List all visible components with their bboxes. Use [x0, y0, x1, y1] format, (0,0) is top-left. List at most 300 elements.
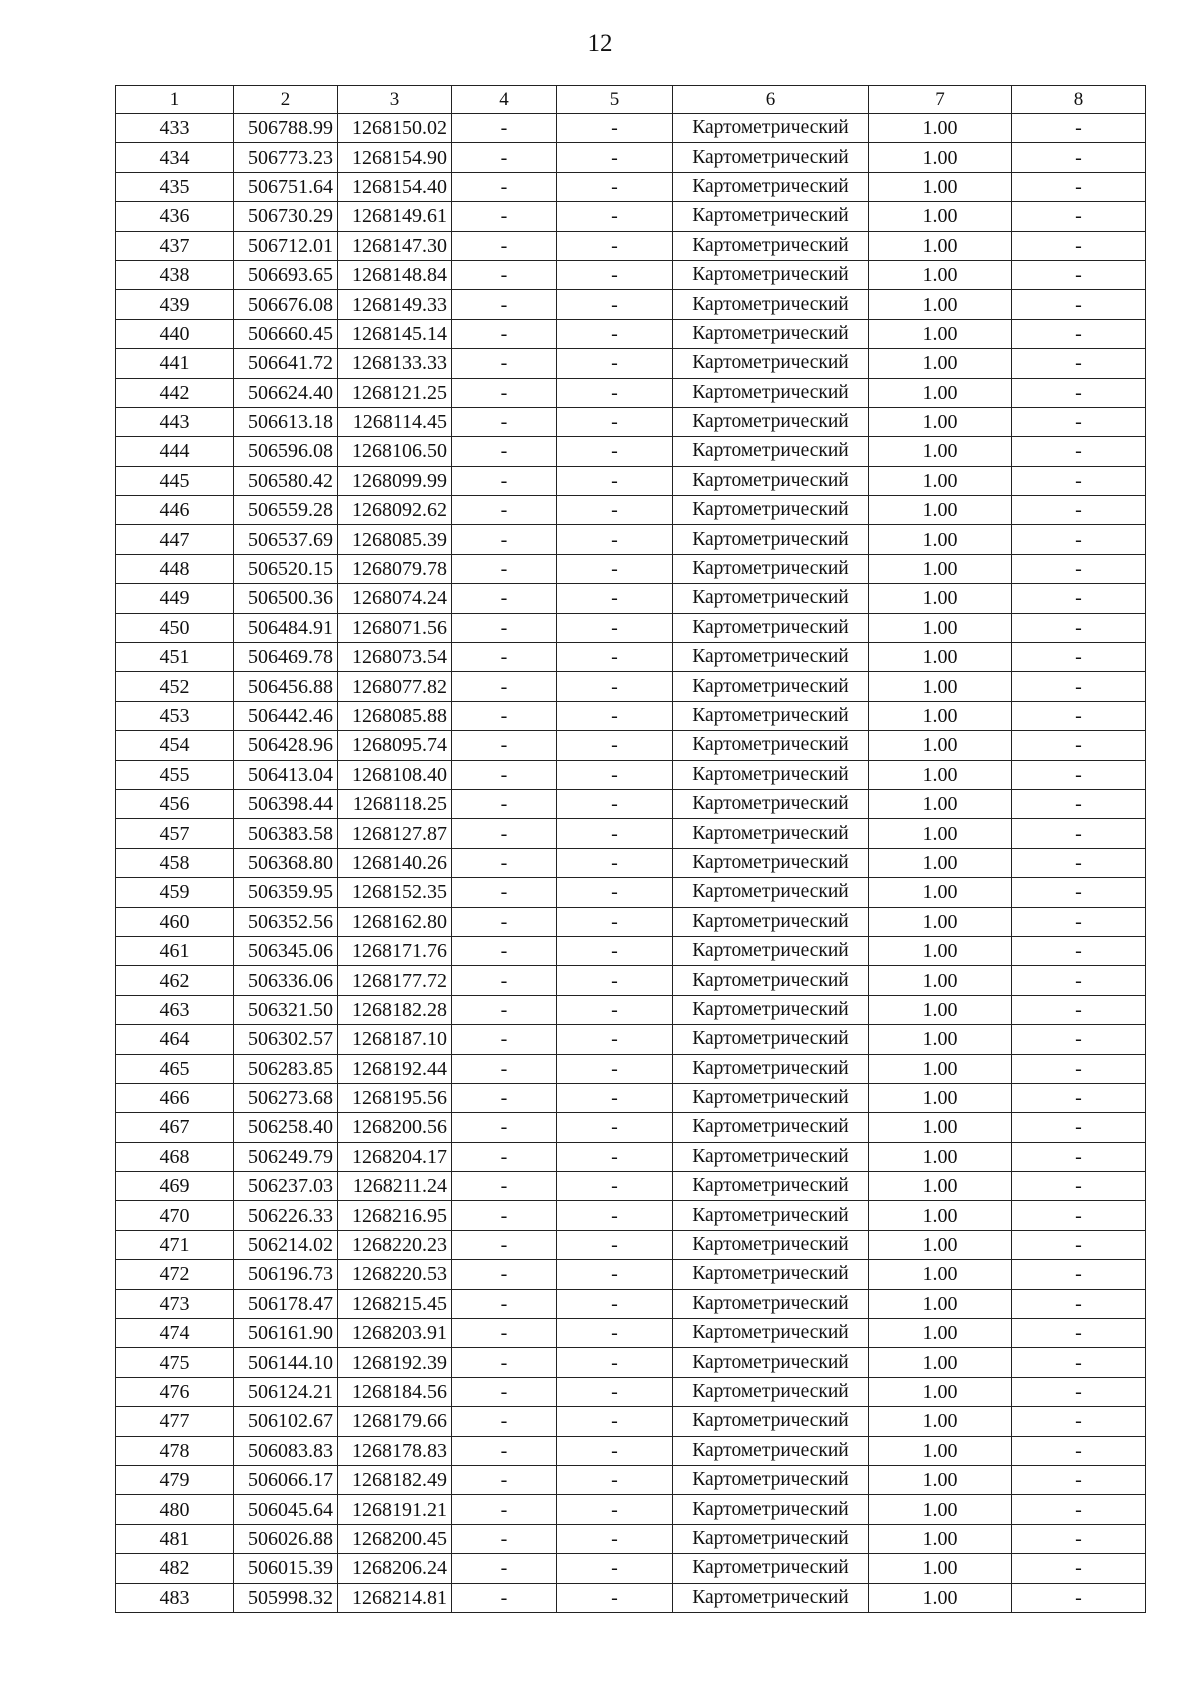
method-cell: Картометрический	[673, 1142, 869, 1171]
column-8-cell: -	[1012, 1054, 1146, 1083]
x-coordinate-cell: 506066.17	[234, 1465, 338, 1494]
point-number-cell: 443	[116, 407, 234, 436]
column-4-cell: -	[452, 1319, 557, 1348]
column-5-cell: -	[557, 760, 673, 789]
column-5-cell: -	[557, 643, 673, 672]
table-row	[116, 1054, 1146, 1083]
table-row	[116, 1348, 1146, 1377]
column-5-cell: -	[557, 349, 673, 378]
column-8-cell: -	[1012, 143, 1146, 172]
column-5-cell: -	[557, 554, 673, 583]
method-cell: Картометрический	[673, 936, 869, 965]
accuracy-cell: 1.00	[869, 1407, 1012, 1436]
column-4-cell: -	[452, 1201, 557, 1230]
point-number-cell: 451	[116, 643, 234, 672]
method-cell: Картометрический	[673, 1348, 869, 1377]
column-8-cell: -	[1012, 349, 1146, 378]
column-8-cell: -	[1012, 936, 1146, 965]
table-row	[116, 1319, 1146, 1348]
x-coordinate-cell: 506336.06	[234, 966, 338, 995]
column-4-cell: -	[452, 260, 557, 289]
method-cell: Картометрический	[673, 1495, 869, 1524]
column-8-cell: -	[1012, 613, 1146, 642]
table-row	[116, 878, 1146, 907]
column-8-cell: -	[1012, 1083, 1146, 1112]
y-coordinate-cell: 1268118.25	[338, 789, 452, 818]
point-number-cell: 471	[116, 1230, 234, 1259]
point-number-cell: 472	[116, 1260, 234, 1289]
y-coordinate-cell: 1268106.50	[338, 437, 452, 466]
column-8-cell: -	[1012, 319, 1146, 348]
point-number-cell: 434	[116, 143, 234, 172]
method-cell: Картометрический	[673, 437, 869, 466]
point-number-cell: 470	[116, 1201, 234, 1230]
x-coordinate-cell: 506124.21	[234, 1377, 338, 1406]
column-8-cell: -	[1012, 1554, 1146, 1583]
y-coordinate-cell: 1268215.45	[338, 1289, 452, 1318]
column-8-cell: -	[1012, 1524, 1146, 1553]
x-coordinate-cell: 506537.69	[234, 525, 338, 554]
accuracy-cell: 1.00	[869, 1260, 1012, 1289]
point-number-cell: 477	[116, 1407, 234, 1436]
column-4-cell: -	[452, 554, 557, 583]
y-coordinate-cell: 1268121.25	[338, 378, 452, 407]
accuracy-cell: 1.00	[869, 554, 1012, 583]
table-row	[116, 378, 1146, 407]
method-cell: Картометрический	[673, 172, 869, 201]
method-cell: Картометрический	[673, 1554, 869, 1583]
column-5-cell: -	[557, 1142, 673, 1171]
point-number-cell: 453	[116, 701, 234, 730]
column-5-cell: -	[557, 1583, 673, 1612]
method-cell: Картометрический	[673, 701, 869, 730]
accuracy-cell: 1.00	[869, 613, 1012, 642]
table-row	[116, 319, 1146, 348]
table-row	[116, 1083, 1146, 1112]
point-number-cell: 447	[116, 525, 234, 554]
y-coordinate-cell: 1268200.45	[338, 1524, 452, 1553]
column-4-cell: -	[452, 466, 557, 495]
column-5-cell: -	[557, 1260, 673, 1289]
table-row	[116, 143, 1146, 172]
point-number-cell: 466	[116, 1083, 234, 1112]
y-coordinate-cell: 1268114.45	[338, 407, 452, 436]
column-5-cell: -	[557, 1495, 673, 1524]
column-5-cell: -	[557, 114, 673, 143]
x-coordinate-cell: 506730.29	[234, 202, 338, 231]
table-row	[116, 1407, 1146, 1436]
x-coordinate-cell: 506383.58	[234, 819, 338, 848]
column-5-cell: -	[557, 1348, 673, 1377]
column-8-cell: -	[1012, 407, 1146, 436]
column-5-cell: -	[557, 848, 673, 877]
column-8-cell: -	[1012, 672, 1146, 701]
y-coordinate-cell: 1268145.14	[338, 319, 452, 348]
point-number-cell: 479	[116, 1465, 234, 1494]
column-4-cell: -	[452, 202, 557, 231]
x-coordinate-cell: 506398.44	[234, 789, 338, 818]
method-cell: Картометрический	[673, 760, 869, 789]
column-4-cell: -	[452, 231, 557, 260]
column-5-cell: -	[557, 701, 673, 730]
y-coordinate-cell: 1268127.87	[338, 819, 452, 848]
point-number-cell: 465	[116, 1054, 234, 1083]
column-5-cell: -	[557, 437, 673, 466]
table-row	[116, 231, 1146, 260]
column-4-cell: -	[452, 407, 557, 436]
method-cell: Картометрический	[673, 290, 869, 319]
table-row	[116, 202, 1146, 231]
column-8-cell: -	[1012, 643, 1146, 672]
column-5-cell: -	[557, 1524, 673, 1553]
column-5-cell: -	[557, 1407, 673, 1436]
column-5-cell: -	[557, 672, 673, 701]
column-8-cell: -	[1012, 1436, 1146, 1465]
method-cell: Картометрический	[673, 1407, 869, 1436]
accuracy-cell: 1.00	[869, 789, 1012, 818]
method-cell: Картометрический	[673, 1289, 869, 1318]
accuracy-cell: 1.00	[869, 760, 1012, 789]
x-coordinate-cell: 506237.03	[234, 1172, 338, 1201]
method-cell: Картометрический	[673, 1172, 869, 1201]
accuracy-cell: 1.00	[869, 260, 1012, 289]
point-number-cell: 441	[116, 349, 234, 378]
y-coordinate-cell: 1268077.82	[338, 672, 452, 701]
column-4-cell: -	[452, 1495, 557, 1524]
x-coordinate-cell: 506693.65	[234, 260, 338, 289]
method-cell: Картометрический	[673, 1083, 869, 1112]
column-8-cell: -	[1012, 378, 1146, 407]
column-4-cell: -	[452, 907, 557, 936]
accuracy-cell: 1.00	[869, 437, 1012, 466]
point-number-cell: 442	[116, 378, 234, 407]
method-cell: Картометрический	[673, 1230, 869, 1259]
accuracy-cell: 1.00	[869, 202, 1012, 231]
column-4-cell: -	[452, 1054, 557, 1083]
column-5-cell: -	[557, 1172, 673, 1201]
x-coordinate-cell: 506321.50	[234, 995, 338, 1024]
column-8-cell: -	[1012, 848, 1146, 877]
accuracy-cell: 1.00	[869, 966, 1012, 995]
method-cell: Картометрический	[673, 1377, 869, 1406]
method-cell: Картометрический	[673, 466, 869, 495]
column-4-cell: -	[452, 1377, 557, 1406]
table-row	[116, 1172, 1146, 1201]
column-4-cell: -	[452, 349, 557, 378]
accuracy-cell: 1.00	[869, 1113, 1012, 1142]
x-coordinate-cell: 506660.45	[234, 319, 338, 348]
y-coordinate-cell: 1268148.84	[338, 260, 452, 289]
accuracy-cell: 1.00	[869, 1230, 1012, 1259]
table-row	[116, 496, 1146, 525]
accuracy-cell: 1.00	[869, 466, 1012, 495]
column-5-cell: -	[557, 1201, 673, 1230]
table-row	[116, 731, 1146, 760]
point-number-cell: 474	[116, 1319, 234, 1348]
table-row	[116, 1260, 1146, 1289]
column-5-cell: -	[557, 995, 673, 1024]
point-number-cell: 481	[116, 1524, 234, 1553]
y-coordinate-cell: 1268133.33	[338, 349, 452, 378]
column-header: 2	[234, 86, 338, 114]
y-coordinate-cell: 1268095.74	[338, 731, 452, 760]
method-cell: Картометрический	[673, 1201, 869, 1230]
column-5-cell: -	[557, 407, 673, 436]
method-cell: Картометрический	[673, 1054, 869, 1083]
accuracy-cell: 1.00	[869, 701, 1012, 730]
column-5-cell: -	[557, 1054, 673, 1083]
column-8-cell: -	[1012, 789, 1146, 818]
x-coordinate-cell: 506214.02	[234, 1230, 338, 1259]
table-row	[116, 848, 1146, 877]
column-8-cell: -	[1012, 114, 1146, 143]
column-4-cell: -	[452, 319, 557, 348]
point-number-cell: 468	[116, 1142, 234, 1171]
column-4-cell: -	[452, 172, 557, 201]
column-5-cell: -	[557, 202, 673, 231]
point-number-cell: 482	[116, 1554, 234, 1583]
x-coordinate-cell: 506302.57	[234, 1025, 338, 1054]
x-coordinate-cell: 506456.88	[234, 672, 338, 701]
point-number-cell: 436	[116, 202, 234, 231]
column-header: 7	[869, 86, 1012, 114]
accuracy-cell: 1.00	[869, 525, 1012, 554]
accuracy-cell: 1.00	[869, 907, 1012, 936]
method-cell: Картометрический	[673, 1025, 869, 1054]
column-5-cell: -	[557, 613, 673, 642]
column-5-cell: -	[557, 1113, 673, 1142]
column-5-cell: -	[557, 584, 673, 613]
point-number-cell: 440	[116, 319, 234, 348]
accuracy-cell: 1.00	[869, 496, 1012, 525]
table-row	[116, 114, 1146, 143]
x-coordinate-cell: 506249.79	[234, 1142, 338, 1171]
column-8-cell: -	[1012, 966, 1146, 995]
method-cell: Картометрический	[673, 1524, 869, 1553]
column-8-cell: -	[1012, 496, 1146, 525]
point-number-cell: 452	[116, 672, 234, 701]
table-row	[116, 907, 1146, 936]
point-number-cell: 475	[116, 1348, 234, 1377]
column-4-cell: -	[452, 1083, 557, 1112]
column-8-cell: -	[1012, 1465, 1146, 1494]
column-5-cell: -	[557, 1436, 673, 1465]
x-coordinate-cell: 506442.46	[234, 701, 338, 730]
y-coordinate-cell: 1268184.56	[338, 1377, 452, 1406]
column-4-cell: -	[452, 584, 557, 613]
y-coordinate-cell: 1268085.39	[338, 525, 452, 554]
column-5-cell: -	[557, 319, 673, 348]
table-row	[116, 760, 1146, 789]
method-cell: Картометрический	[673, 672, 869, 701]
method-cell: Картометрический	[673, 848, 869, 877]
column-8-cell: -	[1012, 437, 1146, 466]
x-coordinate-cell: 506413.04	[234, 760, 338, 789]
column-header: 6	[673, 86, 869, 114]
table-row	[116, 643, 1146, 672]
x-coordinate-cell: 506196.73	[234, 1260, 338, 1289]
x-coordinate-cell: 506359.95	[234, 878, 338, 907]
x-coordinate-cell: 506273.68	[234, 1083, 338, 1112]
table-row	[116, 1230, 1146, 1259]
accuracy-cell: 1.00	[869, 378, 1012, 407]
accuracy-cell: 1.00	[869, 1201, 1012, 1230]
y-coordinate-cell: 1268177.72	[338, 966, 452, 995]
coordinates-table	[115, 85, 1146, 1613]
accuracy-cell: 1.00	[869, 1524, 1012, 1553]
table-row	[116, 1289, 1146, 1318]
method-cell: Картометрический	[673, 584, 869, 613]
column-4-cell: -	[452, 1142, 557, 1171]
x-coordinate-cell: 506045.64	[234, 1495, 338, 1524]
method-cell: Картометрический	[673, 1583, 869, 1612]
method-cell: Картометрический	[673, 1113, 869, 1142]
accuracy-cell: 1.00	[869, 643, 1012, 672]
point-number-cell: 449	[116, 584, 234, 613]
table-row	[116, 1554, 1146, 1583]
y-coordinate-cell: 1268192.39	[338, 1348, 452, 1377]
method-cell: Картометрический	[673, 819, 869, 848]
y-coordinate-cell: 1268178.83	[338, 1436, 452, 1465]
column-8-cell: -	[1012, 1377, 1146, 1406]
column-5-cell: -	[557, 466, 673, 495]
y-coordinate-cell: 1268108.40	[338, 760, 452, 789]
column-5-cell: -	[557, 907, 673, 936]
column-header: 3	[338, 86, 452, 114]
point-number-cell: 438	[116, 260, 234, 289]
column-4-cell: -	[452, 613, 557, 642]
y-coordinate-cell: 1268182.49	[338, 1465, 452, 1494]
table-row	[116, 466, 1146, 495]
column-8-cell: -	[1012, 260, 1146, 289]
y-coordinate-cell: 1268179.66	[338, 1407, 452, 1436]
y-coordinate-cell: 1268152.35	[338, 878, 452, 907]
column-8-cell: -	[1012, 995, 1146, 1024]
column-5-cell: -	[557, 1377, 673, 1406]
y-coordinate-cell: 1268149.33	[338, 290, 452, 319]
column-4-cell: -	[452, 1289, 557, 1318]
column-8-cell: -	[1012, 1172, 1146, 1201]
table-row	[116, 1465, 1146, 1494]
x-coordinate-cell: 506624.40	[234, 378, 338, 407]
table-row	[116, 789, 1146, 818]
column-4-cell: -	[452, 1025, 557, 1054]
column-8-cell: -	[1012, 731, 1146, 760]
column-5-cell: -	[557, 1289, 673, 1318]
column-4-cell: -	[452, 1436, 557, 1465]
accuracy-cell: 1.00	[869, 143, 1012, 172]
x-coordinate-cell: 506102.67	[234, 1407, 338, 1436]
column-8-cell: -	[1012, 466, 1146, 495]
column-5-cell: -	[557, 1319, 673, 1348]
column-8-cell: -	[1012, 878, 1146, 907]
column-8-cell: -	[1012, 525, 1146, 554]
table-row	[116, 1495, 1146, 1524]
table-row	[116, 349, 1146, 378]
y-coordinate-cell: 1268211.24	[338, 1172, 452, 1201]
method-cell: Картометрический	[673, 643, 869, 672]
column-5-cell: -	[557, 378, 673, 407]
x-coordinate-cell: 506751.64	[234, 172, 338, 201]
point-number-cell: 433	[116, 114, 234, 143]
y-coordinate-cell: 1268204.17	[338, 1142, 452, 1171]
column-5-cell: -	[557, 731, 673, 760]
accuracy-cell: 1.00	[869, 731, 1012, 760]
column-5-cell: -	[557, 260, 673, 289]
column-8-cell: -	[1012, 231, 1146, 260]
table-row	[116, 525, 1146, 554]
column-8-cell: -	[1012, 819, 1146, 848]
column-8-cell: -	[1012, 1407, 1146, 1436]
column-4-cell: -	[452, 1583, 557, 1612]
column-5-cell: -	[557, 819, 673, 848]
x-coordinate-cell: 506580.42	[234, 466, 338, 495]
column-4-cell: -	[452, 672, 557, 701]
y-coordinate-cell: 1268085.88	[338, 701, 452, 730]
x-coordinate-cell: 506712.01	[234, 231, 338, 260]
point-number-cell: 458	[116, 848, 234, 877]
column-4-cell: -	[452, 1407, 557, 1436]
x-coordinate-cell: 506345.06	[234, 936, 338, 965]
y-coordinate-cell: 1268140.26	[338, 848, 452, 877]
point-number-cell: 464	[116, 1025, 234, 1054]
column-8-cell: -	[1012, 1319, 1146, 1348]
column-5-cell: -	[557, 878, 673, 907]
column-5-cell: -	[557, 1083, 673, 1112]
accuracy-cell: 1.00	[869, 231, 1012, 260]
y-coordinate-cell: 1268220.23	[338, 1230, 452, 1259]
accuracy-cell: 1.00	[869, 878, 1012, 907]
y-coordinate-cell: 1268162.80	[338, 907, 452, 936]
table-row	[116, 260, 1146, 289]
y-coordinate-cell: 1268216.95	[338, 1201, 452, 1230]
table-row	[116, 1524, 1146, 1553]
method-cell: Картометрический	[673, 789, 869, 818]
method-cell: Картометрический	[673, 202, 869, 231]
column-8-cell: -	[1012, 584, 1146, 613]
method-cell: Картометрический	[673, 731, 869, 760]
method-cell: Картометрический	[673, 1319, 869, 1348]
table-row	[116, 437, 1146, 466]
column-4-cell: -	[452, 496, 557, 525]
table-row	[116, 172, 1146, 201]
accuracy-cell: 1.00	[869, 1054, 1012, 1083]
column-4-cell: -	[452, 378, 557, 407]
column-5-cell: -	[557, 1230, 673, 1259]
y-coordinate-cell: 1268150.02	[338, 114, 452, 143]
y-coordinate-cell: 1268147.30	[338, 231, 452, 260]
x-coordinate-cell: 506258.40	[234, 1113, 338, 1142]
y-coordinate-cell: 1268200.56	[338, 1113, 452, 1142]
method-cell: Картометрический	[673, 114, 869, 143]
x-coordinate-cell: 506226.33	[234, 1201, 338, 1230]
accuracy-cell: 1.00	[869, 349, 1012, 378]
column-5-cell: -	[557, 1025, 673, 1054]
column-5-cell: -	[557, 936, 673, 965]
x-coordinate-cell: 506676.08	[234, 290, 338, 319]
y-coordinate-cell: 1268191.21	[338, 1495, 452, 1524]
column-4-cell: -	[452, 995, 557, 1024]
table-row	[116, 936, 1146, 965]
column-8-cell: -	[1012, 907, 1146, 936]
accuracy-cell: 1.00	[869, 584, 1012, 613]
point-number-cell: 446	[116, 496, 234, 525]
column-header: 5	[557, 86, 673, 114]
accuracy-cell: 1.00	[869, 1172, 1012, 1201]
point-number-cell: 444	[116, 437, 234, 466]
table-row	[116, 995, 1146, 1024]
accuracy-cell: 1.00	[869, 1142, 1012, 1171]
